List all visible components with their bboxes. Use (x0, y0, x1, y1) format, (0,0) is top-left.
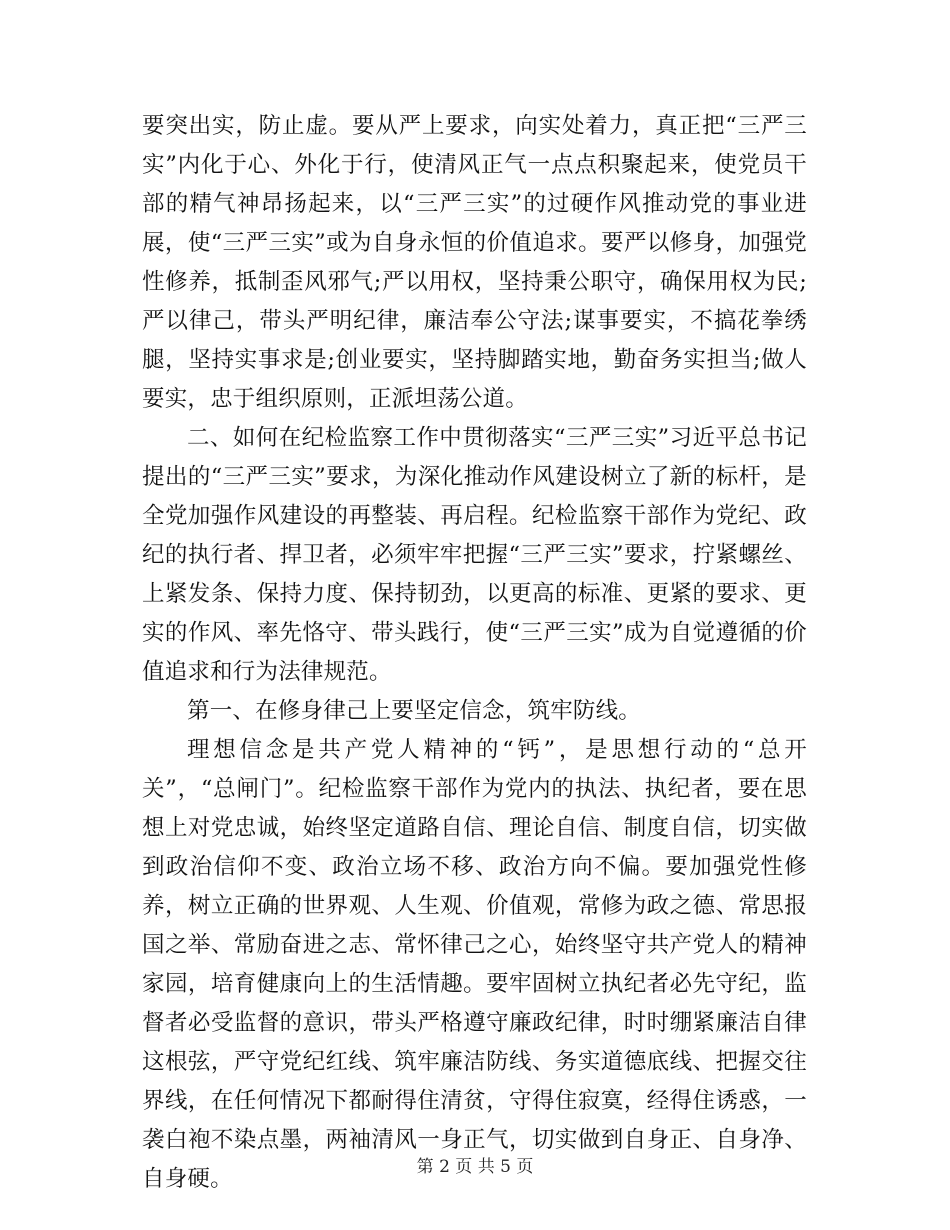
page-number-footer: 第 2 页 共 5 页 (416, 1157, 534, 1177)
paragraph-2: 二、如何在纪检监察工作中贯彻落实“三严三实”习近平总书记提出的“三严三实”要求，为深化推动作风建设树立了新的标杆，是全党加强作风建设的再整装、再启程。纪检监察干部作为党纪、政纪的执行者、捍卫者，必须牢牢把握“三严三实”要求，拧紧螺丝、上紧发条、保持力度、保持韧劲，以更高的标准、更紧的要求、更实的作风、率先恪守、带头践行，使“三严三实”成为自觉遵循的价值追求和行为法律规范。 (142, 425, 807, 685)
paragraph-1: 要突出实，防止虚。要从严上要求，向实处着力，真正把“三严三实”内化于心、外化于行，使清风正气一点点积聚起来，使党员干部的精气神昂扬起来，以“三严三实”的过硬作风推动党的事业进展，使“三严三实”或为自身永恒的价值追求。要严以修身，加强党性修养，抵制歪风邪气;严以用权，坚持秉公职守，确保用权为民;严以律己，带头严明纪律，廉洁奉公守法;谋事要实，不搞花拳绣腿，坚持实事求是;创业要实，坚持脚踏实地，勤奋务实担当;做人要实，忠于组织原则，正派坦荡公道。 (142, 113, 807, 412)
document-body (142, 107, 807, 1199)
paragraph-3-heading: 第一、在修身律己上要坚定信念，筑牢防线。 (187, 698, 642, 724)
paragraph-4: 理想信念是共产党人精神的“钙”，是思想行动的“总开关”，“总闸门”。纪检监察干部作为党内的执法、执纪者，要在思想上对党忠诚，始终坚定道路自信、理论自信、制度自信，切实做到政治信仰不变、政治立场不移、政治方向不偏。要加强党性修养，树立正确的世界观、人生观、价值观，常修为政之德、常思报国之举、常励奋进之志、常怀律己之心，始终坚守共产党人的精神家园，培育健康向上的生活情趣。要牢固树立执纪者必先守纪，监督者必受监督的意识，带头严格遵守廉政纪律，时时绷紧廉洁自律这根弦，严守党纪红线、筑牢廉洁防线、务实道德底线、把握交往界线，在任何情况下都耐得住清贫，守得住寂寞，经得住诱惑，一袭白袍不染点墨，两袖清风一身正气，切实做到自身正、自身净、自身硬。 (142, 737, 807, 1192)
